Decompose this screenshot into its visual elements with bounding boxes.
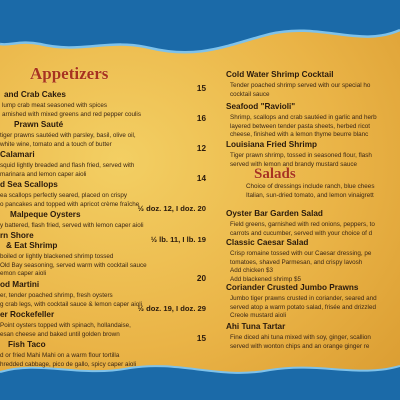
menu-item — [0, 334, 212, 369]
item-description: squid lightly breaded and flash fried, served with marinara and lemon caper aioli — [0, 162, 135, 178]
item-name: Prawn Sauté — [14, 120, 64, 129]
item-name: er Rockefeller — [0, 310, 55, 319]
appetizers-heading: Appetizers — [30, 64, 109, 83]
item-name: Classic Caesar Salad — [226, 238, 309, 247]
item-description: Field greens, garnished with red onions, peppers, to carrots and cucumber, served with your choice of d — [230, 221, 375, 237]
item-price: ½ doz. 19, I doz. 29 — [137, 304, 206, 313]
item-price: 16 — [196, 114, 206, 123]
item-name: rn Shore — [0, 231, 34, 240]
item-name: Fish Taco — [8, 340, 46, 349]
item-description: lump crab meat seasoned with spices arnished with mixed greens and red pepper coulis — [2, 102, 141, 118]
entrees-salads-column — [218, 0, 400, 400]
item-name: Coriander Crusted Jumbo Prawns — [226, 283, 359, 292]
item-description: tiger prawns sautéed with parsley, basil, olive oil, white wine, tomato and a touch of butter — [0, 132, 136, 148]
item-description: er, tender poached shrimp, fresh oysters g crab legs, with cocktail sauce & lemon caper aioli — [0, 292, 143, 308]
item-description: Tender poached shrimp served with our special ho cocktail sauce — [230, 82, 371, 98]
item-price: 15 — [196, 84, 206, 93]
menu-item — [0, 235, 212, 279]
item-name: Malpeque Oysters — [10, 210, 81, 219]
item-description: Fine diced ahi tuna mixed with soy, ginger, scallion served with wonton chips and an orange ginger re — [230, 334, 371, 350]
item-name: Ahi Tuna Tartar — [226, 322, 286, 331]
item-description: y battered, flash fried, served with lemon caper aioli — [0, 222, 144, 229]
item-price: ½ lb. 11, I lb. 19 — [150, 235, 206, 244]
salads-intro: Choice of dressings include ranch, blue chees Italian, sun-dried tomato, and lemon vinaigrett — [246, 183, 375, 199]
menu-item — [226, 316, 371, 351]
item-name: and Crab Cakes — [4, 90, 66, 99]
item-description: Crisp romaine tossed with our Caesar dressing, pe tomatoes, shaved Parmesan, and crispy lavosh Add chicken $3 Add blackened shrimp $5 — [230, 250, 372, 283]
item-name: Oyster Bar Garden Salad — [226, 209, 323, 218]
item-price: 15 — [196, 334, 206, 343]
salads-heading: Salads — [254, 166, 296, 182]
item-price: 12 — [196, 144, 206, 153]
item-name: Louisiana Fried Shrimp — [226, 140, 317, 149]
item-name: Calamari — [0, 150, 35, 159]
item-name: d Sea Scallops — [0, 180, 58, 189]
item-description: Tiger prawn shrimp, tossed in seasoned flour, flash served with lemon and brandy mustard sauce — [230, 152, 372, 168]
item-description: Point oysters topped with spinach, hollandaise, esan cheese and baked until golden brown — [0, 322, 131, 338]
item-price: 14 — [196, 174, 206, 183]
item-price: ½ doz. 12, I doz. 20 — [137, 204, 206, 213]
item-description: ea scallops perfectly seared, placed on crispy o pancakes and topped with apricot crème fraîche — [0, 192, 140, 208]
item-name: Seafood "Ravioli" — [226, 102, 296, 111]
menu-item — [226, 64, 370, 99]
item-price: 20 — [196, 274, 206, 283]
item-description: boiled or lightly blackened shrimp tossed Old Bay seasoning, served warm with cocktail sauce emon caper aioli — [0, 253, 147, 278]
item-description: d or fried Mahi Mahi on a warm flour tortilla hredded cabbage, pico de gallo, spicy caper aioli — [0, 352, 137, 368]
item-description: Shrimp, scallops and crab sautéed in garlic and herb layered between tender pasta sheets, herbed ricot cheese, finished with a lemon thyme beurre blanc — [230, 114, 377, 139]
item-name: & Eat Shrimp — [6, 241, 58, 250]
item-name: Cold Water Shrimp Cocktail — [226, 70, 334, 79]
item-description: Jumbo tiger prawns crusted in coriander, seared and served atop a warm potato salad, frisée and drizzled Creole mustard aioli — [230, 295, 377, 320]
menu-item — [226, 134, 372, 169]
item-name: od Martini — [0, 280, 40, 289]
menu-item — [226, 277, 377, 321]
